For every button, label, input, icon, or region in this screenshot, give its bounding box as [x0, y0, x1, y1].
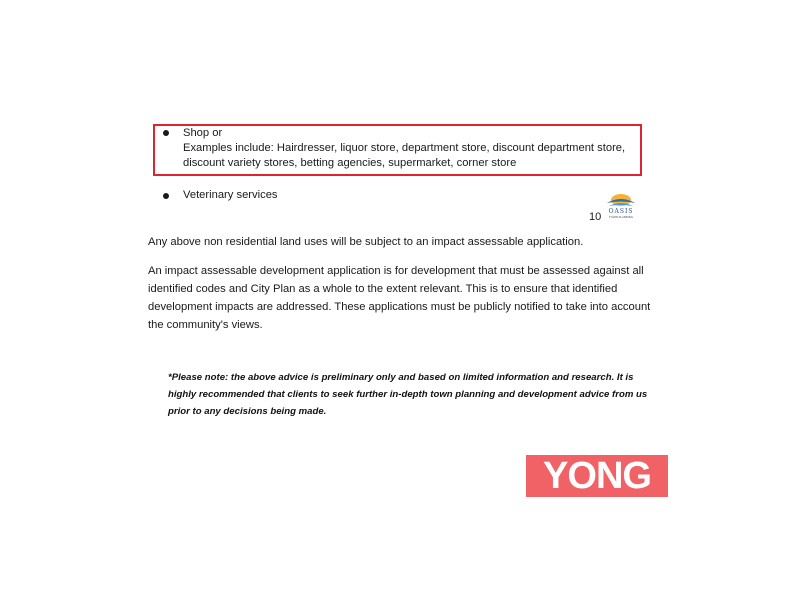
oasis-logo-icon — [598, 192, 644, 220]
oasis-logo-tagline: TOWN PLANNING — [608, 215, 634, 219]
bullet-dot-icon — [163, 130, 169, 136]
bullet-shop-examples-line2: discount variety stores, betting agencies, supermarket, corner store — [183, 157, 517, 169]
bullet-veterinary: Veterinary services — [183, 189, 278, 201]
bullet-dot-icon — [163, 193, 169, 199]
disclaimer-note: *Please note: the above advice is preliminary only and based on limited information and research. It is highly recommended that clients to seek further in-depth town planning and development advice from us prior to any decisions being made. — [168, 372, 648, 417]
page-number: 10 — [589, 211, 602, 223]
paragraph-non-residential: Any above non residential land uses will be subject to an impact assessable application. — [148, 236, 584, 248]
oasis-logo-name: OASIS — [608, 208, 634, 215]
bullet-shop-title: Shop or — [183, 127, 223, 139]
bullet-shop-examples-line1: Examples include: Hairdresser, liquor store, department store, discount department store, — [183, 142, 626, 154]
yong-logo: YONG — [526, 455, 668, 497]
paragraph-impact-assessable: An impact assessable development application is for development that must be assessed against all identified codes and City Plan as a whole to the extent relevant. This is to ensure that identified development impacts are addressed. These applications must be publicly notified to take into account the community's views. — [148, 265, 651, 331]
